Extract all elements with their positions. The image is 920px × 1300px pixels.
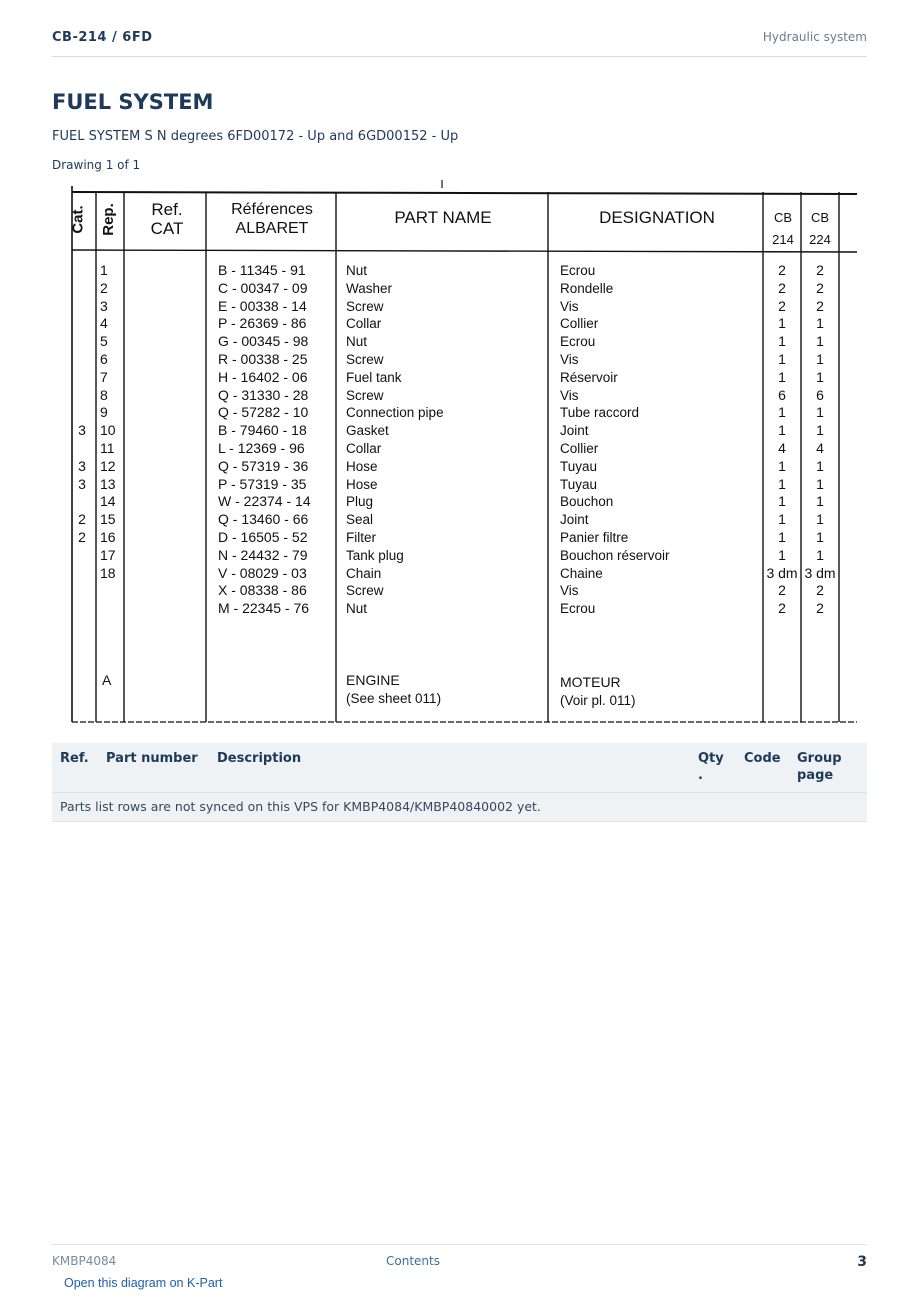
col-code: Code <box>736 743 789 793</box>
page-title: FUEL SYSTEM <box>52 90 214 114</box>
diagram-row-qty-cb214: 1 <box>778 529 786 545</box>
diagram-row-rep: 4 <box>100 315 108 332</box>
diagram-row-part-name: Fuel tank <box>346 369 402 385</box>
diagram-row-cat: 2 <box>78 529 86 545</box>
diagram-row-qty-cb214: 1 <box>778 546 786 563</box>
header-cb214: CB 214 <box>772 210 794 247</box>
col-description: Description <box>209 743 690 793</box>
diagram-row-part-name: Screw <box>346 298 384 314</box>
diagram-row-part-name: Filter <box>346 530 376 545</box>
diagram-row-part-name: Tank plug <box>346 547 404 563</box>
diagram-row-part-name: Collar <box>346 441 382 456</box>
diagram-row-qty-cb214: 1 <box>778 493 786 510</box>
diagram-row-part-name: Nut <box>346 601 368 617</box>
diagram-row-qty-cb224: 1 <box>816 546 824 563</box>
diagram-row-designation: Vis <box>560 387 579 403</box>
diagram-row-qty-cb224: 2 <box>816 279 824 296</box>
diagram-row-qty-cb224: 1 <box>816 351 824 367</box>
diagram-row-rep: 15 <box>100 511 116 528</box>
diagram-row-designation: Chaine <box>560 565 603 581</box>
diagram-row-part-name: Washer <box>346 280 393 296</box>
diagram-row-part-name: Collar <box>346 316 382 332</box>
diagram-row-reference: N - 24432 - 79 <box>218 546 308 563</box>
diagram-row-cat: 3 <box>78 475 86 492</box>
doc-code: KMBP4084 <box>52 1254 117 1268</box>
page-subtitle: FUEL SYSTEM S N degrees 6FD00172 - Up and 6GD00152 - Up <box>52 129 459 144</box>
diagram-row-designation: Collier <box>560 441 599 456</box>
diagram-row-qty-cb214: 1 <box>778 457 786 474</box>
diagram-row-qty-cb224: 2 <box>816 262 824 278</box>
diagram-row-reference: M - 22345 - 76 <box>218 600 310 617</box>
diagram-row-designation: Tube raccord <box>560 405 640 421</box>
diagram-row-qty-cb224: 1 <box>816 368 824 385</box>
section-label: Hydraulic system <box>762 30 867 44</box>
parts-table <box>52 743 867 822</box>
diagram-row-qty-cb214: 1 <box>778 333 786 350</box>
diagram-row-qty-cb224: 1 <box>816 315 824 332</box>
page-header <box>52 28 867 57</box>
diagram-row-qty-cb214: 1 <box>778 351 786 367</box>
diagram-row-qty-cb214: 4 <box>778 440 786 456</box>
diagram-row-qty-cb214: 2 <box>778 582 786 599</box>
col-group-page: Group page <box>789 743 867 793</box>
diagram-row-qty-cb214: 1 <box>778 422 786 439</box>
diagram-row-designation: Bouchon réservoir <box>560 547 670 563</box>
diagram-row-qty-cb214: 2 <box>778 279 786 296</box>
diagram-row-reference: P - 57319 - 35 <box>218 475 307 492</box>
diagram-row-part-name: Screw <box>346 583 384 599</box>
header-albaret: Références ALBARET <box>231 201 313 237</box>
drawing-counter: Drawing 1 of 1 <box>52 158 141 172</box>
diagram-row-reference: P - 26369 - 86 <box>218 315 307 332</box>
diagram-row-reference: B - 11345 - 91 <box>218 262 306 278</box>
diagram-row-rep: 14 <box>100 493 116 510</box>
diagram-row-qty-cb224: 2 <box>816 297 824 314</box>
diagram-row-qty-cb224: 4 <box>816 440 824 456</box>
diagram-row-designation: Rondelle <box>560 280 614 296</box>
parts-table-empty-row <box>52 793 867 822</box>
diagram-row-reference: Q - 57319 - 36 <box>218 457 309 474</box>
diagram-row-qty-cb214: 1 <box>778 315 786 332</box>
diagram-row-rep: 7 <box>100 368 108 385</box>
diagram-row-part-name: Gasket <box>346 423 389 439</box>
diagram-row-qty-cb214: 2 <box>778 297 786 314</box>
diagram-row-designation: Vis <box>560 352 579 367</box>
diagram-row-reference: G - 00345 - 98 <box>218 333 309 350</box>
diagram-row-reference: R - 00338 - 25 <box>218 351 308 367</box>
header-cat-text: Cat. <box>69 205 87 234</box>
diagram-row-part-name: Seal <box>346 512 374 528</box>
diagram-row-part-name: Screw <box>346 352 384 367</box>
col-qty: Qty . <box>690 743 736 793</box>
diagram-row-rep: 1 <box>100 262 108 278</box>
diagram-row-qty-cb214: 2 <box>778 262 786 278</box>
diagram-row-rep: 10 <box>100 422 116 439</box>
diagram-row-qty-cb214: 1 <box>778 475 786 492</box>
col-part-number: Part number <box>98 743 209 793</box>
diagram-row-qty-cb224: 1 <box>816 404 824 421</box>
diagram-row-designation: Réservoir <box>560 369 618 385</box>
diagram-row-qty-cb224: 3 dm <box>804 564 836 581</box>
diagram-row-rep: 6 <box>100 351 108 367</box>
diagram-row-part-name: Screw <box>346 387 384 403</box>
header-rep <box>96 198 124 240</box>
diagram-row-qty-cb214: 3 dm <box>766 564 798 581</box>
diagram-row-reference: L - 12369 - 96 <box>218 440 305 456</box>
diagram-row-rep: 8 <box>100 386 108 403</box>
diagram-row-rep: 3 <box>100 297 108 314</box>
diagram-row-cat: 3 <box>78 422 86 439</box>
diagram-row-rep: 17 <box>100 546 116 563</box>
parts-table-empty-message: Parts list rows are not synced on this VPS for KMBP4084/KMBP40840002 yet. <box>52 793 867 822</box>
diagram-row-rep: 12 <box>100 457 116 474</box>
diagram-row-designation: Tuyau <box>560 476 598 492</box>
diagram-row-designation: Joint <box>560 512 589 528</box>
diagram-row-reference: C - 00347 - 09 <box>218 279 308 296</box>
assembly-designation-line1: MOTEUR <box>560 674 621 690</box>
diagram-top-rule <box>72 192 857 194</box>
model-label: CB-214 / 6FD <box>52 30 153 45</box>
page-number: 3 <box>857 1254 867 1270</box>
diagram-row-rep: 18 <box>100 564 116 581</box>
diagram-row-qty-cb224: 1 <box>816 457 824 474</box>
diagram-row-rep: 9 <box>100 404 108 421</box>
diagram-row-rep: 5 <box>100 333 108 350</box>
diagram-row-qty-cb224: 2 <box>816 582 824 599</box>
diagram-grid-lines <box>52 178 862 726</box>
header-refcat: Ref. CAT <box>150 200 184 238</box>
header-cb224: CB 224 <box>809 210 831 247</box>
diagram-row-cat: 2 <box>78 511 86 528</box>
assembly-name-line2: (See sheet 011) <box>346 691 442 706</box>
diagram-row-cat: 3 <box>78 457 86 474</box>
diagram-row-designation: Joint <box>560 423 589 439</box>
header-rep-text: Rep. <box>99 203 117 236</box>
diagram-row-part-name: Connection pipe <box>346 405 444 421</box>
parts-diagram-scan <box>52 178 862 726</box>
assembly-rep: A <box>102 672 112 688</box>
diagram-row-qty-cb214: 1 <box>778 511 786 528</box>
diagram-header-rule <box>72 250 857 252</box>
diagram-row-reference: X - 08338 - 86 <box>218 582 307 599</box>
contents-link[interactable]: Contents <box>386 1254 440 1268</box>
diagram-row-reference: Q - 57282 - 10 <box>218 404 309 421</box>
diagram-row-rep: 16 <box>100 529 116 545</box>
header-part-name: PART NAME <box>394 208 492 227</box>
diagram-row-reference: H - 16402 - 06 <box>218 368 308 385</box>
diagram-row-qty-cb214: 6 <box>778 386 786 403</box>
header-designation: DESIGNATION <box>599 208 715 227</box>
diagram-row-designation: Vis <box>560 298 579 314</box>
diagram-row-rep: 11 <box>100 440 115 456</box>
diagram-row-qty-cb224: 1 <box>816 529 824 545</box>
diagram-row-designation: Ecrou <box>560 263 596 278</box>
diagram-row-reference: D - 16505 - 52 <box>218 529 308 545</box>
diagram-row-part-name: Chain <box>346 565 382 581</box>
diagram-row-reference: E - 00338 - 14 <box>218 297 307 314</box>
diagram-row-reference: B - 79460 - 18 <box>218 422 307 439</box>
diagram-row-reference: W - 22374 - 14 <box>218 493 311 510</box>
diagram-row-part-name: Hose <box>346 476 378 492</box>
diagram-row-part-name: Plug <box>346 494 374 510</box>
diagram-row-part-name: Nut <box>346 334 368 350</box>
diagram-row-qty-cb214: 1 <box>778 404 786 421</box>
diagram-row-qty-cb224: 1 <box>816 333 824 350</box>
diagram-row-qty-cb214: 1 <box>778 368 786 385</box>
header-cat <box>70 198 96 240</box>
col-ref: Ref. <box>52 743 98 793</box>
diagram-row-reference: V - 08029 - 03 <box>218 564 307 581</box>
assembly-designation-line2: (Voir pl. 011) <box>560 693 636 708</box>
diagram-row-reference: Q - 31330 - 28 <box>218 386 309 403</box>
page-footer <box>52 1244 867 1275</box>
diagram-row-qty-cb214: 2 <box>778 600 786 617</box>
diagram-row-qty-cb224: 1 <box>816 475 824 492</box>
diagram-row-designation: Tuyau <box>560 458 598 474</box>
diagram-row-designation: Panier filtre <box>560 530 629 545</box>
diagram-row-qty-cb224: 6 <box>816 386 824 403</box>
assembly-name-line1: ENGINE <box>346 672 400 688</box>
diagram-row-qty-cb224: 1 <box>816 511 824 528</box>
diagram-row-designation: Vis <box>560 583 579 599</box>
diagram-row-qty-cb224: 1 <box>816 422 824 439</box>
diagram-row-designation: Ecrou <box>560 601 596 617</box>
diagram-row-designation: Bouchon <box>560 494 614 510</box>
diagram-row-part-name: Hose <box>346 458 378 474</box>
diagram-row-qty-cb224: 2 <box>816 600 824 617</box>
diagram-row-rep: 13 <box>100 475 116 492</box>
parts-table-header-row <box>52 743 867 793</box>
diagram-row-designation: Collier <box>560 316 599 332</box>
diagram-row-reference: Q - 13460 - 66 <box>218 511 309 528</box>
diagram-row-qty-cb224: 1 <box>816 493 824 510</box>
diagram-row-part-name: Nut <box>346 263 368 278</box>
diagram-row-rep: 2 <box>100 279 108 296</box>
open-kpart-link[interactable]: Open this diagram on K-Part <box>64 1276 223 1290</box>
diagram-row-designation: Ecrou <box>560 334 596 350</box>
